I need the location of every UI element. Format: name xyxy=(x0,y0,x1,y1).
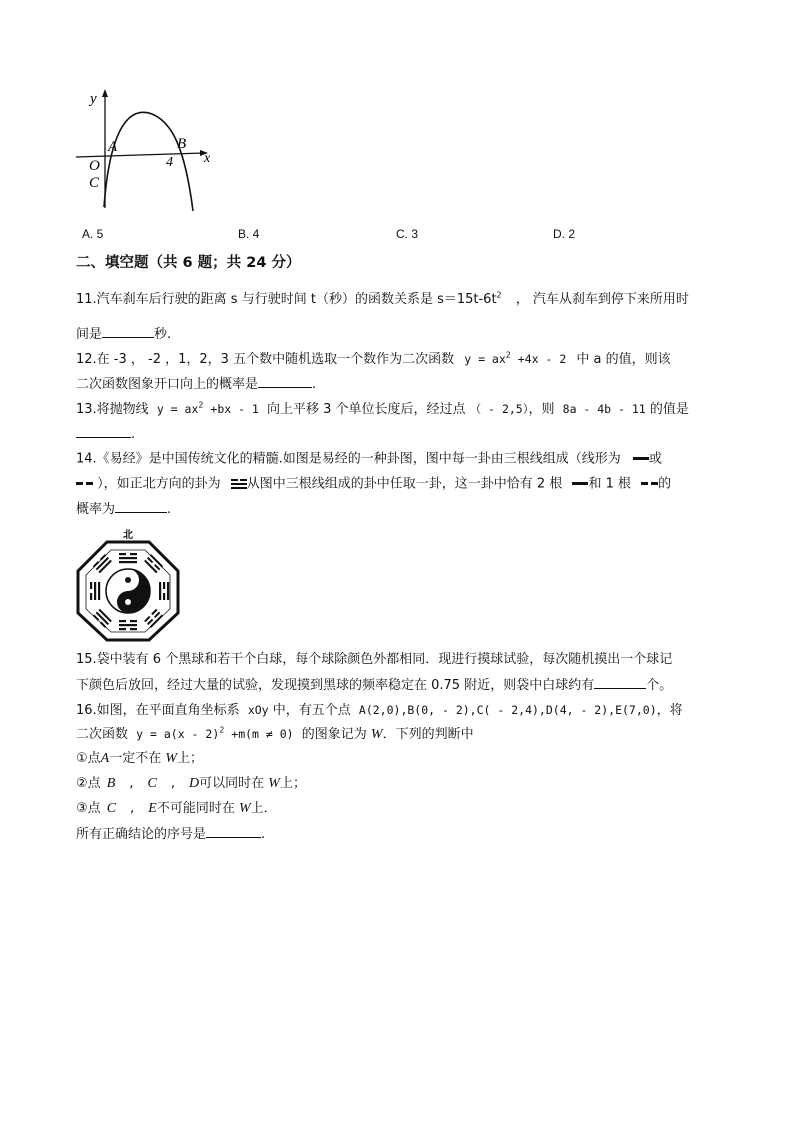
graph-point-a: A xyxy=(108,139,118,155)
s3-b: 不可能同时在 xyxy=(156,801,235,816)
q16-sup: 2 xyxy=(219,725,225,735)
x-axis xyxy=(76,153,204,157)
s1-c: 上； xyxy=(177,751,204,766)
q12-sup: 2 xyxy=(505,350,511,360)
q14-line3: 概率为 xyxy=(76,502,116,517)
broken-line-symbol xyxy=(641,475,658,493)
s2-point-d: D xyxy=(188,776,200,791)
solid-line-symbol xyxy=(633,450,649,468)
q13-point: （ - 2,5） xyxy=(469,402,529,416)
q11-answer-blank[interactable] xyxy=(102,325,154,338)
q13-sup: 2 xyxy=(198,400,204,410)
yin-yang-symbol xyxy=(106,569,150,613)
question-11-line-2 xyxy=(76,325,171,344)
q12-end: . xyxy=(312,377,317,392)
q16-line2-b: 的图象记为 xyxy=(301,727,367,742)
s3-a: ③点 xyxy=(76,801,101,816)
q16-answer-blank[interactable] xyxy=(206,825,261,838)
q15-unit: 个。 xyxy=(646,678,673,693)
parabola-curve xyxy=(104,112,193,211)
q12-answer-blank[interactable] xyxy=(258,375,312,388)
question-15-line-1 xyxy=(76,651,672,669)
q16-line2-c: ．下列的判断中 xyxy=(382,727,474,742)
q14-line1: 14.《易经》是中国传统文化的精髓.如图是易经的一种卦图，图中每一卦由三根线组成（线形为 xyxy=(76,451,621,467)
s3-w: W xyxy=(239,801,251,816)
graph-y-label: y xyxy=(90,91,97,107)
q12-post: 中 a 的值，则该 xyxy=(576,352,671,367)
q14-of: 的 xyxy=(658,476,672,492)
q11-sup: 2 xyxy=(496,290,502,300)
q13-mid: 向上平移 3 个单位长度后，经过点 xyxy=(267,402,466,417)
q14-answer-blank[interactable] xyxy=(115,500,167,513)
s1-b: 一定不在 xyxy=(109,751,162,766)
solid-line-symbol xyxy=(572,475,588,493)
question-13-line-1 xyxy=(76,400,689,419)
s3-point-e: E xyxy=(148,801,157,816)
q16-post: ，将 xyxy=(656,703,683,718)
s2-a: ②点 xyxy=(76,776,101,791)
s2-point-b: B xyxy=(106,776,116,791)
q13-end-text: 的值是 xyxy=(649,402,689,417)
q12-formula: y = ax xyxy=(464,352,506,366)
question-13-line-2 xyxy=(76,425,135,444)
question-14-line-3 xyxy=(76,500,171,519)
q16-formula: y = a(x - 2) xyxy=(136,727,220,741)
trigram-symbol xyxy=(231,475,247,493)
section-title: 二、填空题（共 6 题；共 24 分） xyxy=(76,255,301,271)
q12-line2: 二次函数图象开口向上的概率是 xyxy=(76,377,259,392)
q16-formula-tail: +m(m ≠ 0) xyxy=(224,727,294,741)
q16-coord: xOy xyxy=(247,703,269,717)
question-15-line-2 xyxy=(76,676,672,695)
question-12-line-1 xyxy=(76,350,671,369)
q15-answer-blank[interactable] xyxy=(594,676,646,689)
q14-line2-b: 从图中三根线组成的卦中任取一卦，这一卦中恰有 2 根 xyxy=(246,476,563,492)
q11-text: 11.汽车刹车后行驶的距离 s 与行驶时间 t（秒）的函数关系是 s＝15t-6t xyxy=(76,292,497,307)
q15-line1: 15.袋中装有 6 个黑球和若干个白球，每个球除颜色外都相同．现进行摸球试验，每次随机摸出一个球记 xyxy=(76,652,673,667)
q16-end: . xyxy=(261,827,266,842)
north-label: 北 xyxy=(123,530,133,541)
q15-line2: 下颜色后放回，经过大量的试验，发现摸到黑球的频率稳定在 0.75 附近，则袋中白球约有 xyxy=(76,678,595,693)
q16-points: A(2,0),B(0, - 2),C( - 2,4),D(4, - 2),E(7,0) xyxy=(358,703,657,717)
q16-pre: 16.如图，在平面直角坐标系 xyxy=(76,703,240,718)
q13-answer-blank[interactable] xyxy=(76,425,131,438)
q11-tail: ， 汽车从刹车到停下来所用时 xyxy=(515,292,689,307)
choice-a[interactable]: A. 5 xyxy=(82,227,104,241)
q11-line2: 间是 xyxy=(76,327,103,342)
q13-formula-tail: +bx - 1 xyxy=(203,402,259,416)
question-14-line-1 xyxy=(76,450,662,469)
q13-post: ，则 xyxy=(528,402,555,417)
s1-a: ①点 xyxy=(76,751,101,766)
q13-pre: 13.将抛物线 xyxy=(76,402,149,417)
s2-point-c: C xyxy=(147,776,157,791)
q16-last-line xyxy=(76,825,265,844)
y-axis-arrow xyxy=(102,89,108,97)
bagua-diagram xyxy=(76,526,180,642)
q13-formula: y = ax xyxy=(156,402,199,416)
question-16-line-1 xyxy=(76,701,683,720)
s3-c: 上． xyxy=(250,801,277,816)
q16-last: 所有正确结论的序号是 xyxy=(76,827,207,842)
s3-point-c: C xyxy=(106,801,117,816)
choice-c[interactable]: C. 3 xyxy=(396,227,419,241)
s2-w: W xyxy=(268,776,280,791)
broken-line-symbol xyxy=(76,475,93,493)
question-11-line-1 xyxy=(76,291,689,309)
s2-c: 上； xyxy=(279,776,306,791)
q13-end: . xyxy=(131,427,136,442)
choice-d[interactable]: D. 2 xyxy=(553,227,576,241)
q16-w: W xyxy=(370,727,383,742)
q14-or: 或 xyxy=(648,451,662,467)
question-14-line-2 xyxy=(76,475,671,494)
graph-point-c: C xyxy=(89,175,100,191)
q14-end: . xyxy=(167,502,172,517)
q14-line2-a: ），如正北方向的卦为 xyxy=(97,476,221,492)
q16-statement-2: ②点 B , C , D可以同时在 W上； xyxy=(76,776,306,791)
graph-x-label: x xyxy=(204,151,211,166)
parabola-graph xyxy=(70,86,230,214)
q16-mid: 中，有五个点 xyxy=(272,703,351,718)
q12-pre: 12.在 -3 ， -2 ，1，2，3 五个数中随机选取一个数作为二次函数 xyxy=(76,352,455,367)
graph-tick-4: 4 xyxy=(166,155,173,170)
q11-unit: 秒. xyxy=(154,327,172,342)
q14-and: 和 1 根 xyxy=(588,476,632,492)
s1-w: W xyxy=(165,751,178,766)
q13-expr: 8a - 4b - 11 xyxy=(562,402,646,416)
s2-b: 可以同时在 xyxy=(199,776,265,791)
question-16-line-2 xyxy=(76,725,474,744)
question-12-line-2 xyxy=(76,375,316,394)
graph-point-b: B xyxy=(177,136,187,152)
graph-origin: O xyxy=(89,158,100,174)
q12-formula-tail: +4x - 2 xyxy=(510,352,567,366)
q16-statement-3: ③点 C , E不可能同时在 W上． xyxy=(76,801,277,816)
q16-statement-1 xyxy=(76,750,203,768)
q16-line2-a: 二次函数 xyxy=(76,727,129,742)
s1-point-a: A xyxy=(100,751,110,766)
choice-b[interactable]: B. 4 xyxy=(238,227,260,241)
